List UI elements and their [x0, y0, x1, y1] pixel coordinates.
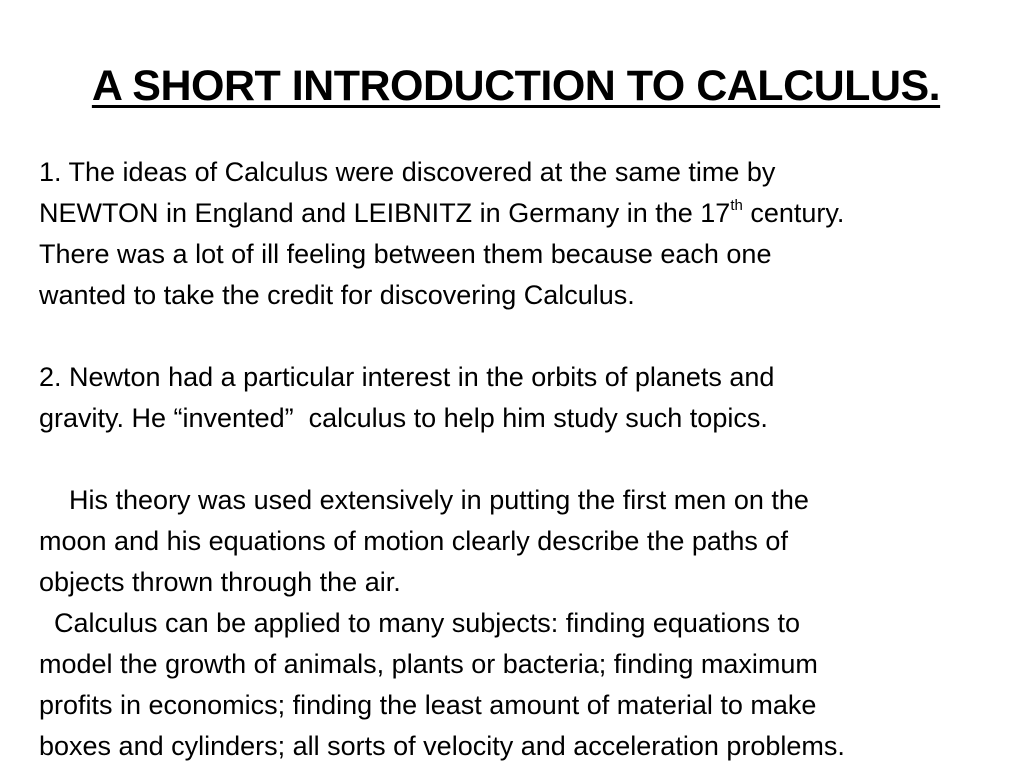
paragraph-4-line-2: model the growth of animals, plants or bacteria; finding maximum	[39, 649, 818, 679]
ordinal-superscript: th	[730, 197, 743, 214]
paragraph-4-line-3: profits in economics; finding the least amount of material to make	[39, 690, 817, 720]
paragraph-4	[39, 603, 999, 767]
paragraph-2-line-2: gravity. He “invented” calculus to help him study such topics.	[39, 403, 768, 433]
paragraph-2-line-1: 2. Newton had a particular interest in the orbits of planets and	[39, 362, 775, 392]
paragraph-3-line-3: objects thrown through the air.	[39, 567, 401, 597]
paragraph-2	[39, 357, 999, 439]
paragraph-4-line-1: Calculus can be applied to many subjects: finding equations to	[39, 608, 800, 638]
paragraph-1-line-1: 1. The ideas of Calculus were discovered at the same time by	[39, 157, 776, 187]
paragraph-1-line-3: There was a lot of ill feeling between them because each one	[39, 239, 772, 269]
paragraph-1	[39, 152, 999, 316]
paragraph-3-line-1: His theory was used extensively in putting the first men on the	[39, 485, 809, 515]
paragraph-1-line-2-end: century.	[742, 198, 845, 228]
slide-body	[39, 152, 999, 767]
paragraph-1-line-2-text: NEWTON in England and LEIBNITZ in Germany in the 17	[39, 198, 731, 228]
paragraph-1-line-4: wanted to take the credit for discovering Calculus.	[39, 280, 635, 310]
paragraph-4-line-4: boxes and cylinders; all sorts of velocity and acceleration problems.	[39, 731, 845, 761]
paragraph-1-line-2	[39, 193, 999, 234]
spacer	[39, 439, 999, 480]
paragraph-3-line-2: moon and his equations of motion clearly describe the paths of	[39, 526, 788, 556]
spacer	[39, 316, 999, 357]
slide-title: A SHORT INTRODUCTION TO CALCULUS.	[91, 62, 941, 110]
paragraph-3	[39, 480, 999, 603]
